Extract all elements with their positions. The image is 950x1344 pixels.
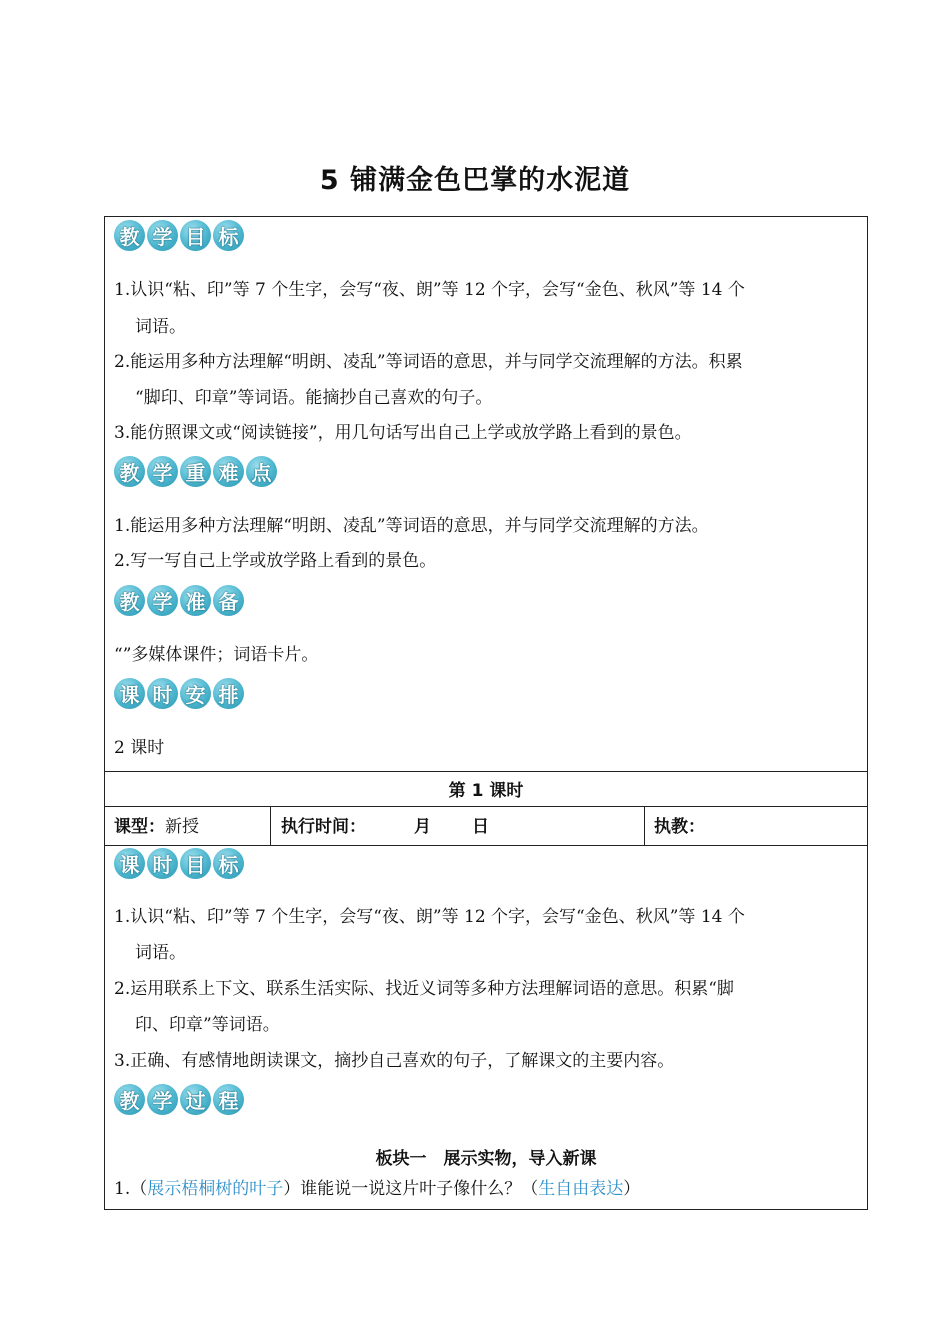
teacher-label: 执教：	[654, 817, 705, 837]
month-label: 月	[414, 817, 431, 837]
lesson-goal-item: 2.运用联系上下文、联系生活实际、找近义词等多种方法理解词语的意思。积累“脚	[114, 979, 734, 999]
lesson-goal-item-cont: 词语。	[135, 943, 186, 963]
row-divider	[104, 806, 868, 807]
section-badge-lesson-goals: 课 时 目 标	[114, 848, 244, 879]
goal-item: 2.能运用多种方法理解“明朗、凌乱”等词语的意思，并与同学交流理解的方法。积累	[114, 352, 743, 372]
teacher-action: 展示梧桐树的叶子	[147, 1179, 284, 1199]
page-title: 5 铺满金色巴掌的水泥道	[319, 165, 631, 196]
section-badge-keypoints: 教 学 重 难 点	[114, 456, 277, 487]
section-badge-process: 教 学 过 程	[114, 1084, 244, 1115]
lesson-type: 课型：新授	[114, 817, 199, 837]
process-question: 1.（展示梧桐树的叶子）谁能说一说这片叶子像什么？（生自由表达）	[114, 1179, 641, 1199]
day-label: 日	[472, 817, 489, 837]
section-badge-prep: 教 学 准 备	[114, 585, 244, 616]
prep-text: “”多媒体课件；词语卡片。	[114, 645, 319, 665]
block-title: 板块一 展示实物，导入新课	[375, 1149, 597, 1169]
row-divider	[104, 771, 868, 772]
keypoint-item: 1.能运用多种方法理解“明朗、凌乱”等词语的意思，并与同学交流理解的方法。	[114, 516, 709, 536]
col-divider	[644, 806, 645, 845]
section-badge-schedule: 课 时 安 排	[114, 678, 244, 709]
student-action: 生自由表达	[538, 1179, 624, 1199]
col-divider	[270, 806, 271, 845]
goal-item: 1.认识“粘、印”等 7 个生字，会写“夜、朗”等 12 个字，会写“金色、秋风”等 14 个	[114, 280, 745, 300]
lesson-goal-item: 3.正确、有感情地朗读课文，摘抄自己喜欢的句子，了解课文的主要内容。	[114, 1051, 675, 1071]
lesson-goal-item: 1.认识“粘、印”等 7 个生字，会写“夜、朗”等 12 个字，会写“金色、秋风”等 14 个	[114, 907, 745, 927]
row-divider	[104, 845, 868, 846]
goal-item: 3.能仿照课文或“阅读链接”，用几句话写出自己上学或放学路上看到的景色。	[114, 423, 692, 443]
execution-time: 执行时间：	[281, 817, 366, 837]
goal-item-cont: “脚印、印章”等词语。能摘抄自己喜欢的句子。	[135, 388, 493, 408]
keypoint-item: 2.写一写自己上学或放学路上看到的景色。	[114, 551, 437, 571]
goal-item-cont: 词语。	[135, 317, 186, 337]
lesson-goal-item-cont: 印、印章”等词语。	[135, 1015, 280, 1035]
lesson-header: 第 1 课时	[448, 781, 524, 801]
section-badge-goals: 教 学 目 标	[114, 220, 244, 251]
schedule-text: 2 课时	[114, 738, 165, 758]
